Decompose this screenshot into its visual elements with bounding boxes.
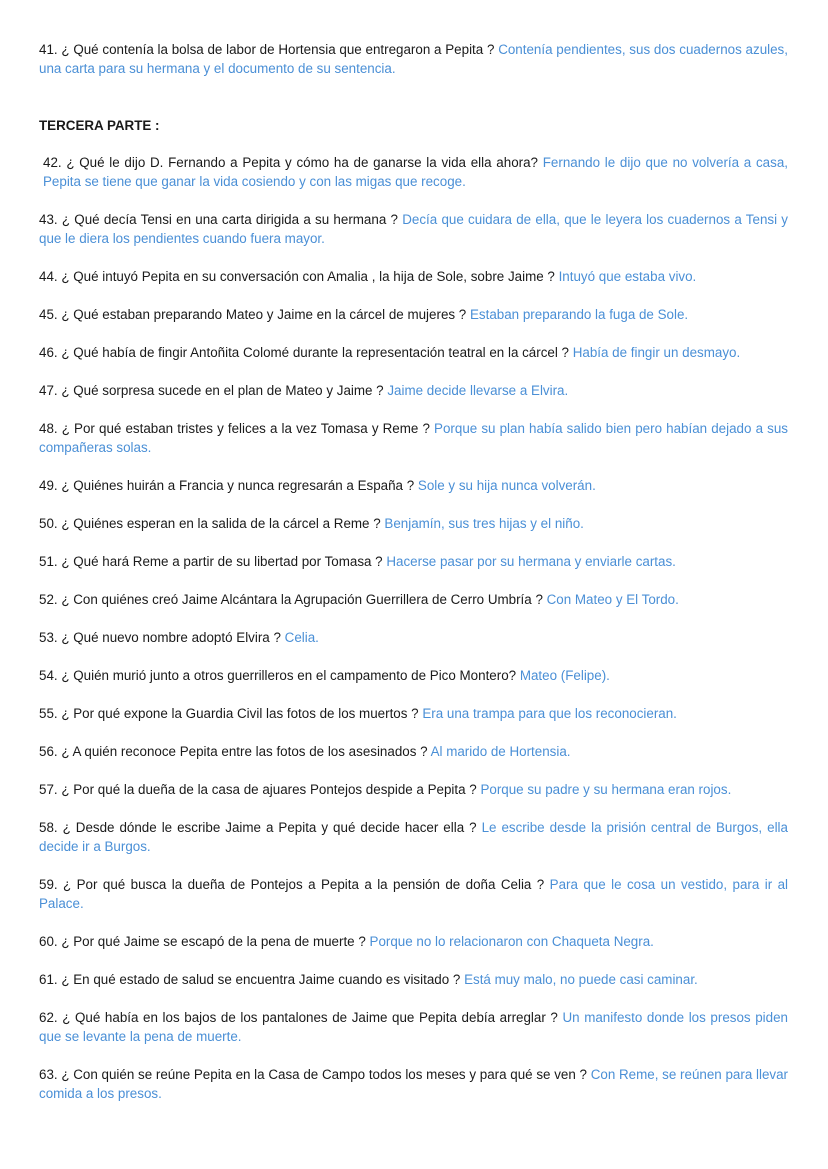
question-text: 54. ¿ Quién murió junto a otros guerrilleros en el campamento de Pico Montero?	[39, 668, 520, 683]
question-text: 48. ¿ Por qué estaban tristes y felices a la vez Tomasa y Reme ?	[39, 421, 435, 436]
question-text: 56. ¿ A quién reconoce Pepita entre las fotos de los asesinados ?	[39, 744, 431, 759]
answer-text: Fernando le dijo que no volvería a casa, Pepita se tiene que ganar la vida cosiendo y con las migas que recoge.	[43, 155, 788, 189]
question-text: 43. ¿ Qué decía Tensi en una carta dirigida a su hermana ?	[39, 212, 403, 227]
question-text: 59. ¿ Por qué busca la dueña de Pontejos a Pepita a la pensión de doña Celia ?	[39, 877, 550, 892]
question-57	[39, 780, 788, 799]
document-page	[39, 40, 788, 1122]
question-46	[39, 343, 788, 362]
answer-text: Porque su plan había salido bien pero habían dejado a sus compañeras solas.	[39, 421, 788, 455]
answer-text: Le escribe desde la prisión central de Burgos, ella decide ir a Burgos.	[39, 820, 788, 854]
question-text: 57. ¿ Por qué la dueña de la casa de ajuares Pontejos despide a Pepita ?	[39, 782, 481, 797]
answer-text: Había de fingir un desmayo.	[572, 345, 741, 360]
answer-text: Estaban preparando la fuga de Sole.	[469, 307, 689, 322]
answer-text: Era una trampa para que los reconocieran.	[422, 706, 677, 721]
question-text: 46. ¿ Qué había de fingir Antoñita Colomé durante la representación teatral en la cárcel ?	[39, 345, 573, 360]
answer-text: Benjamín, sus tres hijas y el niño.	[384, 516, 584, 531]
question-text: 53. ¿ Qué nuevo nombre adoptó Elvira ?	[39, 630, 285, 645]
answer-text: Intuyó que estaba vivo.	[558, 269, 697, 284]
question-61	[39, 970, 788, 989]
question-62	[39, 1008, 788, 1046]
question-43	[39, 210, 788, 248]
question-text: 62. ¿ Qué había en los bajos de los pantalones de Jaime que Pepita debía arreglar ?	[39, 1010, 563, 1025]
question-56	[39, 742, 788, 761]
question-text: 42. ¿ Qué le dijo D. Fernando a Pepita y cómo ha de ganarse la vida ella ahora?	[43, 155, 543, 170]
question-text: 61. ¿ En qué estado de salud se encuentra Jaime cuando es visitado ?	[39, 972, 465, 987]
question-text: 58. ¿ Desde dónde le escribe Jaime a Pepita y qué decide hacer ella ?	[39, 820, 482, 835]
question-54	[39, 666, 788, 685]
question-text: 50. ¿ Quiénes esperan en la salida de la cárcel a Reme ?	[39, 516, 385, 531]
question-text: 49. ¿ Quiénes huirán a Francia y nunca regresarán a España ?	[39, 478, 418, 493]
question-52	[39, 590, 788, 609]
question-text: 55. ¿ Por qué expone la Guardia Civil las fotos de los muertos ?	[39, 706, 423, 721]
question-60	[39, 932, 788, 951]
answer-text: Decía que cuidara de ella, que le leyera los cuadernos a Tensi y que le diera los pendientes cuando fuera mayor.	[39, 212, 789, 246]
answer-text: Celia.	[284, 630, 319, 645]
question-47	[39, 381, 788, 400]
question-51	[39, 552, 788, 571]
question-50	[39, 514, 788, 533]
question-49	[39, 476, 788, 495]
answer-text: Para que le cosa un vestido, para ir al Palace.	[39, 877, 788, 911]
question-45	[39, 305, 788, 324]
question-42	[39, 153, 788, 191]
question-text: 51. ¿ Qué hará Reme a partir de su libertad por Tomasa ?	[39, 554, 387, 569]
question-48	[39, 419, 788, 457]
question-53	[39, 628, 788, 647]
answer-text: Contenía pendientes, sus dos cuadernos azules, una carta para su hermana y el documento de su sentencia.	[39, 42, 788, 76]
question-55	[39, 704, 788, 723]
answer-text: Con Reme, se reúnen para llevar comida a los presos.	[39, 1067, 788, 1101]
answer-text: Mateo (Felipe).	[519, 668, 610, 683]
question-44	[39, 267, 788, 286]
answer-text: Un manifesto donde los presos piden que se levante la pena de muerte.	[39, 1010, 788, 1044]
question-text: 52. ¿ Con quiénes creó Jaime Alcántara la Agrupación Guerrillera de Cerro Umbría ?	[39, 592, 547, 607]
question-59	[39, 875, 788, 913]
answer-text: Sole y su hija nunca volverán.	[417, 478, 596, 493]
question-text: 41. ¿ Qué contenía la bolsa de labor de Hortensia que entregaron a Pepita ?	[39, 42, 499, 57]
question-text: 47. ¿ Qué sorpresa sucede en el plan de Mateo y Jaime ?	[39, 383, 388, 398]
question-text: 45. ¿ Qué estaban preparando Mateo y Jaime en la cárcel de mujeres ?	[39, 307, 470, 322]
section-heading: TERCERA PARTE :	[39, 118, 160, 133]
answer-text: Porque no lo relacionaron con Chaqueta Negra.	[369, 934, 654, 949]
answer-text: Porque su padre y su hermana eran rojos.	[480, 782, 732, 797]
question-text: 44. ¿ Qué intuyó Pepita en su conversación con Amalia , la hija de Sole, sobre Jaime ?	[39, 269, 559, 284]
answer-text: Al marido de Hortensia.	[430, 744, 571, 759]
question-text: 63. ¿ Con quién se reúne Pepita en la Casa de Campo todos los meses y para qué se ven ?	[39, 1067, 591, 1082]
question-63	[39, 1065, 788, 1103]
question-text: 60. ¿ Por qué Jaime se escapó de la pena de muerte ?	[39, 934, 370, 949]
answer-text: Jaime decide llevarse a Elvira.	[387, 383, 569, 398]
question-41	[39, 40, 788, 78]
answer-text: Con Mateo y El Tordo.	[546, 592, 679, 607]
question-58	[39, 818, 788, 856]
answer-text: Hacerse pasar por su hermana y enviarle cartas.	[386, 554, 676, 569]
answer-text: Está muy malo, no puede casi caminar.	[464, 972, 698, 987]
